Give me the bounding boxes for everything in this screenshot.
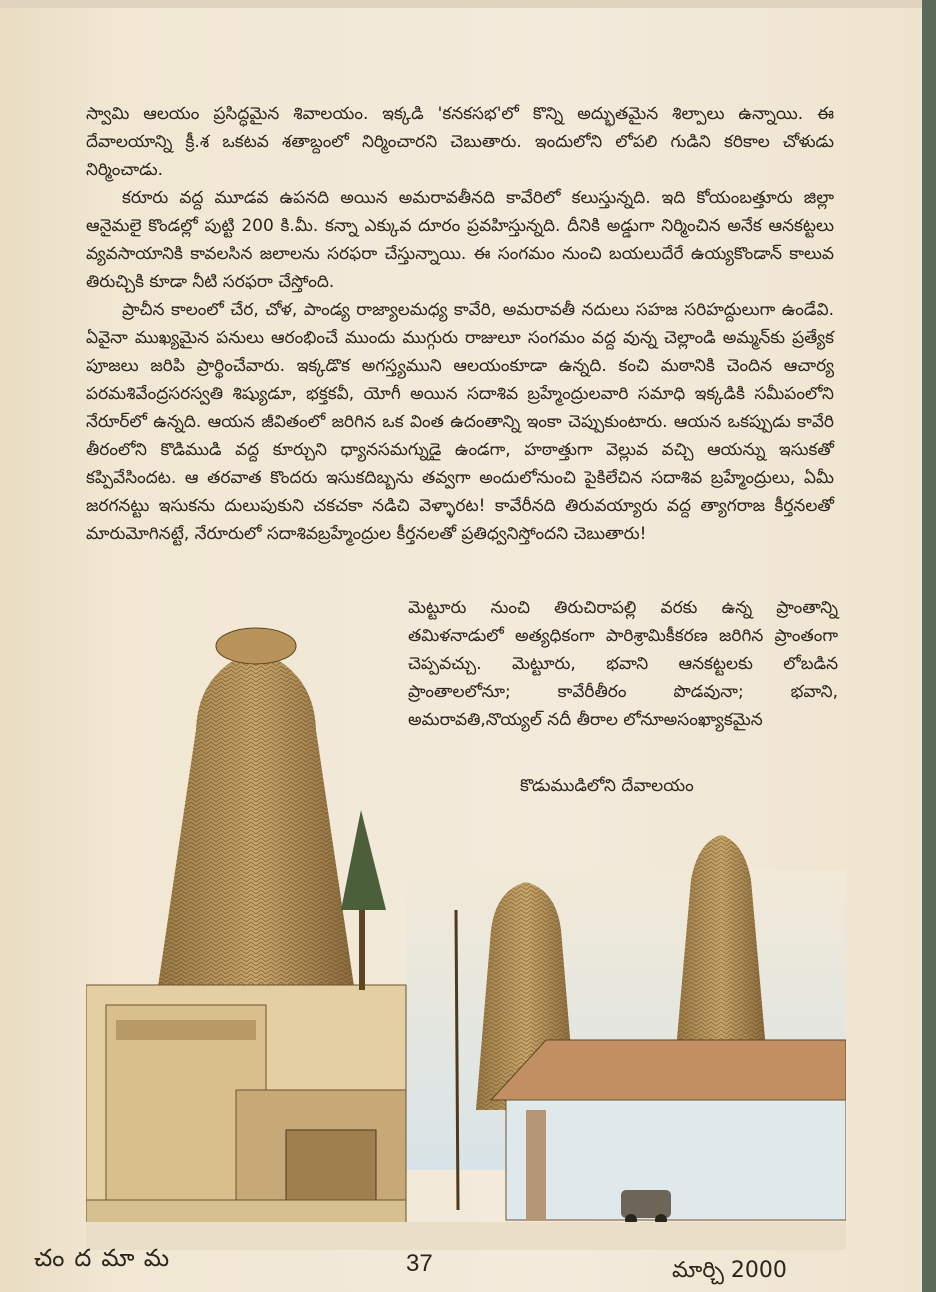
page-right-edge (922, 0, 936, 1292)
page-top-edge (0, 0, 936, 8)
issue-date: మార్చి 2000 (672, 1258, 787, 1283)
right-gopuram (676, 835, 766, 1050)
paragraph-1: స్వామి ఆలయం ప్రసిద్ధమైన శివాలయం. ఇక్కడి 'కనకసభ'లో కొన్ని అద్భుతమైన శిల్పాలు ఉన్నాయి. ఈ దేవాలయాన్ని క్రీ.శ ఒకటవ శతాబ్దంలో నిర్మించారని చెబుతారు. ఇందులోని లోపలి గుడిని కరికాల చోళుడు నిర్మించాడు. (86, 104, 834, 180)
article-body (86, 100, 834, 548)
side-text-block (408, 594, 838, 734)
paragraph-3: ప్రాచీన కాలంలో చేర, చోళ, పాండ్య రాజ్యాలమధ్య కావేరి, అమరావతీ నదులు సహజ సరిహద్దులుగా ఉండేవి. ఏవైనా ముఖ్యమైన పనులు ఆరంభించే ముందు ముగ్గురు రాజులూ సంగమం వద్ద వున్న చెల్లాండి అమ్మన్‌కు ప్రత్యేక పూజలు జరిపి ప్రార్థించేవారు. ఇక్కడొక అగస్త్యముని ఆలయంకూడా ఉన్నది. కంచి మఠానికి చెందిన ఆచార్య పరమశివేంద్రసరస్వతి శిష్యుడూ, భక్తకవీ, యోగీ అయిన సదాశివ బ్రహ్మేంద్రులవారి సమాధి ఇక్కడికి సమీపంలోని నేరూర్‌లో ఉన్నది. ఆయన జీవితంలో జరిగిన ఒక వింత ఉదంతాన్ని ఇంకా చెప్పుకుంటారు. ఆయన ఒకప్పుడు కావేరి తీరంలోని కొడిముడి వద్ద కూర్చుని ధ్యానసమగ్నుడై ఉండగా, హఠాత్తుగా వెల్లువ వచ్చి ఆయన్ను ఇసుకతో కప్పివేసిందట. ఆ తరవాత కొందరు ఇసుకదిబ్బను తవ్వగా అందులోనుంచి పైకిలేచిన సదాశివ బ్రహ్మేంద్రులు, ఏమీ జరగనట్టు ఇసుకను దులుపుకుని చకచకా నడిచి వెళ్ళారట! కావేరీనది తిరువయ్యారు వద్ద త్యాగరాజ కీర్తనలతో మారుమోగినట్టే, నేరూరులో సదాశివబ్రహ్మేంద్రుల కీర్తనలతో ప్రతిధ్వనిస్తోందని చెబుతారు! (86, 300, 834, 544)
magazine-name: చందమామ (34, 1244, 180, 1272)
main-gopuram (156, 628, 356, 1000)
side-text: మెట్టూరు నుంచి తిరుచిరాపల్లి వరకు ఉన్న ప్రాంతాన్ని తమిళనాడులో అత్యధికంగా పారిశ్రామికీకరణ జరిగిన ప్రాంతంగా చెప్పవచ్చు. మెట్టూరు, భవాని ఆనకట్టలకు లోబడిన ప్రాంతాలలోనూ; కావేరీతీరం పొడవునా; భవాని, అమరావతి,నొయ్యల్ నదీ తీరాల లోనూఅసంఖ్యాకమైన (408, 598, 838, 730)
image-caption: కొడుముడిలోని దేవాలయం (520, 776, 694, 796)
paragraph-2: కరూరు వద్ద మూడవ ఉపనది అయిన అమరావతీనది కావేరిలో కలుస్తున్నది. ఇది కోయంబత్తూరు జిల్లా ఆనైమలై కొండల్లో పుట్టి 200 కి.మీ. కన్నా ఎక్కువ దూరం ప్రవహిస్తున్నది. దీనికి అడ్డుగా నిర్మించిన అనేక ఆనకట్టలు వ్యవసాయానికి కావలసిన జలాలను సరఫరా చేస్తున్నాయి. ఈ సంగమం నుంచి బయలుదేరే ఉయ్యకొండాన్ కాలువ తిరుచ్చికి కూడా నీటి సరఫరా చేస్తోంది. (86, 188, 834, 292)
page-number: 37 (406, 1250, 433, 1277)
